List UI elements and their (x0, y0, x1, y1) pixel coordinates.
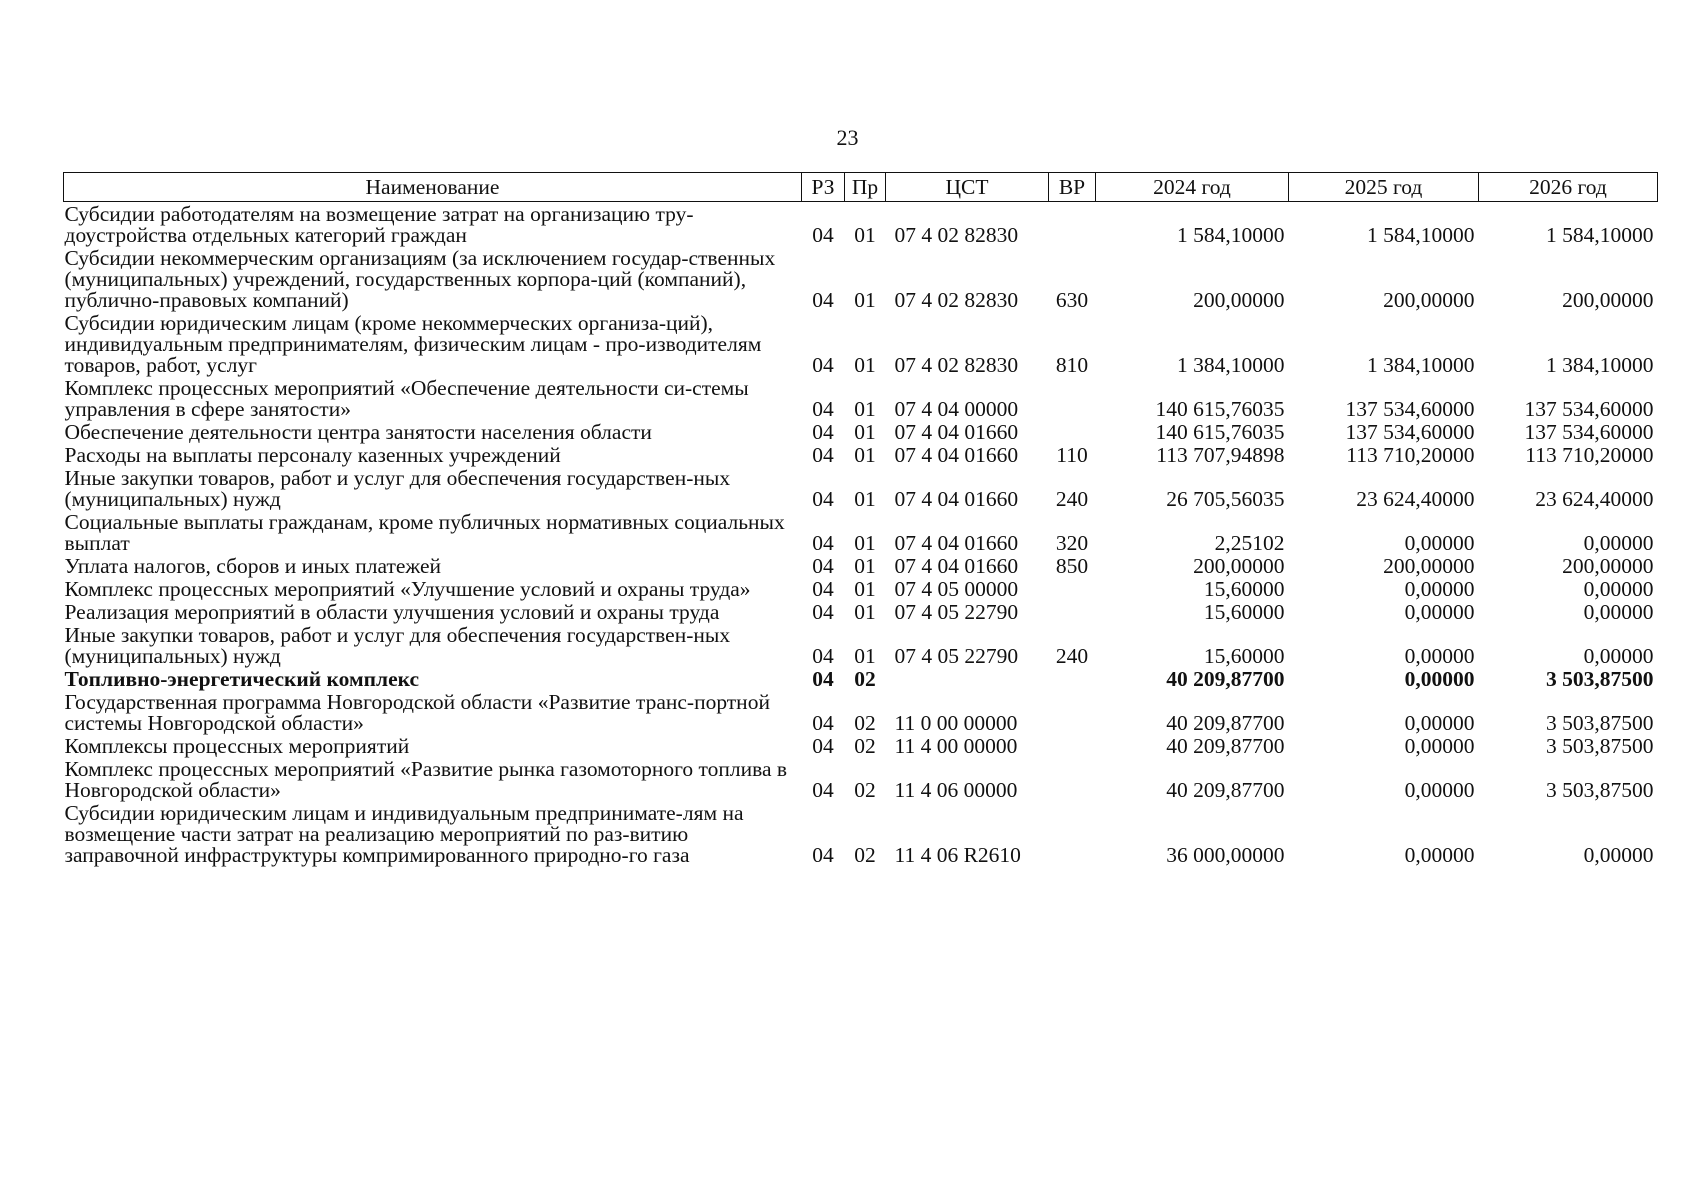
row-2026: 3 503,87500 (1546, 734, 1654, 758)
row-vr (1049, 757, 1096, 801)
row-vr (1049, 376, 1096, 420)
table-row (64, 420, 1658, 443)
row-cst: 07 4 05 22790 (894, 644, 1019, 668)
row-rz: 04 (812, 353, 834, 377)
row-2026: 0,00000 (1583, 843, 1654, 867)
row-pr: 01 (854, 577, 876, 601)
row-2024: 1 584,10000 (1177, 223, 1285, 247)
row-2024: 200,00000 (1193, 288, 1285, 312)
header-2025: 2025 год (1289, 173, 1479, 202)
row-2026: 113 710,20000 (1525, 443, 1654, 467)
row-2024: 15,60000 (1203, 577, 1285, 601)
table-row (64, 801, 1658, 866)
row-2024: 15,60000 (1203, 600, 1285, 624)
row-2025: 0,00000 (1404, 667, 1475, 691)
row-2026: 3 503,87500 (1546, 778, 1654, 802)
row-rz: 04 (812, 420, 834, 444)
table-row (64, 510, 1658, 554)
row-rz: 04 (812, 531, 834, 555)
row-2026: 0,00000 (1583, 644, 1654, 668)
table-row (64, 202, 1658, 247)
row-2024: 40 209,87700 (1166, 778, 1285, 802)
row-pr: 01 (854, 288, 876, 312)
row-pr: 01 (854, 353, 876, 377)
row-pr: 02 (854, 667, 876, 691)
table-row (64, 690, 1658, 734)
row-rz: 04 (812, 667, 834, 691)
header-vr: ВР (1049, 173, 1096, 202)
row-cst: 11 4 00 00000 (894, 734, 1018, 758)
row-name: Комплекс процессных мероприятий «Улучшение условий и охраны труда» (64, 577, 751, 601)
row-vr: 320 (1055, 531, 1089, 555)
row-name: Топливно-энергетический комплекс (64, 667, 420, 691)
row-2024: 140 615,76035 (1155, 397, 1285, 421)
row-cst: 07 4 04 00000 (894, 397, 1019, 421)
row-2025: 0,00000 (1404, 531, 1475, 555)
row-cst: 07 4 04 01660 (894, 420, 1019, 444)
row-vr: 110 (1056, 443, 1088, 467)
row-2026: 1 384,10000 (1546, 353, 1654, 377)
row-2025: 0,00000 (1404, 734, 1475, 758)
row-vr (1049, 202, 1096, 247)
row-2025: 1 384,10000 (1367, 353, 1475, 377)
row-2026: 137 534,60000 (1524, 397, 1654, 421)
row-vr (1049, 600, 1096, 623)
row-2024: 26 705,56035 (1166, 487, 1285, 511)
row-rz: 04 (812, 600, 834, 624)
row-pr: 01 (854, 223, 876, 247)
row-pr: 01 (854, 554, 876, 578)
row-2025: 137 534,60000 (1345, 397, 1475, 421)
row-vr: 240 (1055, 644, 1089, 668)
row-vr: 240 (1055, 487, 1089, 511)
header-2026: 2026 год (1479, 173, 1658, 202)
table-row (64, 734, 1658, 757)
row-2024: 140 615,76035 (1155, 420, 1285, 444)
row-name: Государственная программа Новгородской области «Развитие транс-портной системы Новгородской области» (64, 690, 770, 735)
row-cst: 11 4 06 00000 (894, 778, 1018, 802)
row-name: Иные закупки товаров, работ и услуг для обеспечения государствен-ных (муниципальных) нужд (64, 623, 731, 668)
header-cst: ЦСТ (886, 173, 1049, 202)
row-rz: 04 (812, 577, 834, 601)
table-row (64, 311, 1658, 376)
row-vr: 810 (1055, 353, 1089, 377)
row-cst: 07 4 04 01660 (894, 554, 1019, 578)
header-name: Наименование (64, 173, 802, 202)
row-name: Комплекс процессных мероприятий «Обеспечение деятельности си-стемы управления в сфере занятости» (64, 376, 749, 421)
row-vr: 850 (1055, 554, 1089, 578)
row-2026: 137 534,60000 (1524, 420, 1654, 444)
row-name: Субсидии работодателям на возмещение затрат на организацию тру-доустройства отдельных категорий граждан (64, 202, 694, 247)
row-rz: 04 (812, 644, 834, 668)
row-name: Субсидии некоммерческим организациям (за исключением государ-ственных (муниципальных) учреждений, государственных корпора-ций (компаний), публично-правовых компаний) (64, 246, 776, 312)
row-name: Иные закупки товаров, работ и услуг для обеспечения государствен-ных (муниципальных) нужд (64, 466, 731, 511)
row-rz: 04 (812, 223, 834, 247)
row-rz: 04 (812, 554, 834, 578)
row-pr: 01 (854, 443, 876, 467)
row-2025: 200,00000 (1383, 288, 1475, 312)
table-row (64, 246, 1658, 311)
row-cst: 07 4 05 22790 (894, 600, 1019, 624)
table-row (64, 376, 1658, 420)
row-rz: 04 (812, 288, 834, 312)
row-2026: 0,00000 (1583, 531, 1654, 555)
row-name: Обеспечение деятельности центра занятости населения области (64, 420, 652, 444)
table-body (64, 202, 1658, 867)
row-name: Субсидии юридическим лицам (кроме некоммерческих организа-ций), индивидуальным предпринимателям, физическим лицам - про-изводителям товаров, работ, услуг (64, 311, 762, 377)
row-rz: 04 (812, 397, 834, 421)
table-row (64, 577, 1658, 600)
row-2024: 2,25102 (1214, 531, 1285, 555)
table-header-row (64, 173, 1658, 202)
row-cst (886, 667, 1049, 690)
row-2026: 200,00000 (1562, 554, 1654, 578)
row-2025: 1 584,10000 (1367, 223, 1475, 247)
row-2025: 0,00000 (1404, 577, 1475, 601)
header-2024: 2024 год (1096, 173, 1289, 202)
table-row (64, 600, 1658, 623)
row-cst: 11 4 06 R2610 (894, 843, 1021, 867)
row-cst: 07 4 04 01660 (894, 443, 1019, 467)
row-pr: 02 (854, 778, 876, 802)
budget-table (63, 172, 1658, 866)
row-2026: 3 503,87500 (1546, 667, 1654, 691)
row-2026: 0,00000 (1583, 577, 1654, 601)
row-name: Комплекс процессных мероприятий «Развитие рынка газомоторного топлива в Новгородской области» (64, 757, 788, 802)
table-row (64, 466, 1658, 510)
row-rz: 04 (812, 778, 834, 802)
row-vr (1049, 734, 1096, 757)
row-pr: 01 (854, 487, 876, 511)
row-2025: 0,00000 (1404, 711, 1475, 735)
row-2024: 36 000,00000 (1166, 843, 1285, 867)
row-2026: 1 584,10000 (1546, 223, 1654, 247)
row-2025: 0,00000 (1404, 843, 1475, 867)
table-row (64, 667, 1658, 690)
row-rz: 04 (812, 487, 834, 511)
row-pr: 02 (854, 734, 876, 758)
row-2025: 0,00000 (1404, 600, 1475, 624)
row-2026: 23 624,40000 (1535, 487, 1654, 511)
row-cst: 11 0 00 00000 (894, 711, 1018, 735)
row-name: Субсидии юридическим лицам и индивидуальным предпринимате-лям на возмещение части затрат на реализацию мероприятий по раз-витию заправочной инфраструктуры компримированного природно-го газа (64, 801, 744, 867)
table-row (64, 623, 1658, 667)
row-2024: 40 209,87700 (1166, 734, 1285, 758)
row-cst: 07 4 02 82830 (894, 288, 1019, 312)
row-2026: 0,00000 (1583, 600, 1654, 624)
row-name: Комплексы процессных мероприятий (64, 734, 410, 758)
row-cst: 07 4 02 82830 (894, 223, 1019, 247)
row-pr: 01 (854, 644, 876, 668)
row-2025: 23 624,40000 (1356, 487, 1475, 511)
row-rz: 04 (812, 711, 834, 735)
row-rz: 04 (812, 734, 834, 758)
row-2025: 0,00000 (1404, 778, 1475, 802)
row-2024: 113 707,94898 (1156, 443, 1285, 467)
row-2024: 1 384,10000 (1177, 353, 1285, 377)
page-number: 23 (836, 125, 859, 150)
row-cst: 07 4 04 01660 (894, 531, 1019, 555)
row-pr: 01 (854, 600, 876, 624)
row-pr: 01 (854, 397, 876, 421)
row-name: Уплата налогов, сборов и иных платежей (64, 554, 442, 578)
row-pr: 01 (854, 420, 876, 444)
row-vr (1049, 690, 1096, 734)
header-pr: Пр (845, 173, 886, 202)
row-vr (1049, 577, 1096, 600)
row-2026: 3 503,87500 (1546, 711, 1654, 735)
row-2024: 40 209,87700 (1166, 711, 1285, 735)
row-2025: 137 534,60000 (1345, 420, 1475, 444)
row-vr: 630 (1055, 288, 1089, 312)
row-rz: 04 (812, 443, 834, 467)
table-row (64, 443, 1658, 466)
row-2024: 40 209,87700 (1166, 667, 1285, 691)
table-row (64, 554, 1658, 577)
row-2024: 15,60000 (1203, 644, 1285, 668)
row-vr (1049, 420, 1096, 443)
row-pr: 01 (854, 531, 876, 555)
table-row (64, 757, 1658, 801)
row-cst: 07 4 04 01660 (894, 487, 1019, 511)
row-2026: 200,00000 (1562, 288, 1654, 312)
row-rz: 04 (812, 843, 834, 867)
row-vr (1049, 667, 1096, 690)
row-name: Расходы на выплаты персоналу казенных учреждений (64, 443, 561, 467)
row-2025: 0,00000 (1404, 644, 1475, 668)
row-cst: 07 4 02 82830 (894, 353, 1019, 377)
row-pr: 02 (854, 843, 876, 867)
row-name: Реализация мероприятий в области улучшения условий и охраны труда (64, 600, 720, 624)
row-2025: 113 710,20000 (1346, 443, 1475, 467)
row-2024: 200,00000 (1193, 554, 1285, 578)
row-name: Социальные выплаты гражданам, кроме публичных нормативных социальных выплат (64, 510, 785, 555)
row-2025: 200,00000 (1383, 554, 1475, 578)
row-vr (1049, 801, 1096, 866)
header-rz: РЗ (802, 173, 845, 202)
row-cst: 07 4 05 00000 (894, 577, 1019, 601)
row-pr: 02 (854, 711, 876, 735)
